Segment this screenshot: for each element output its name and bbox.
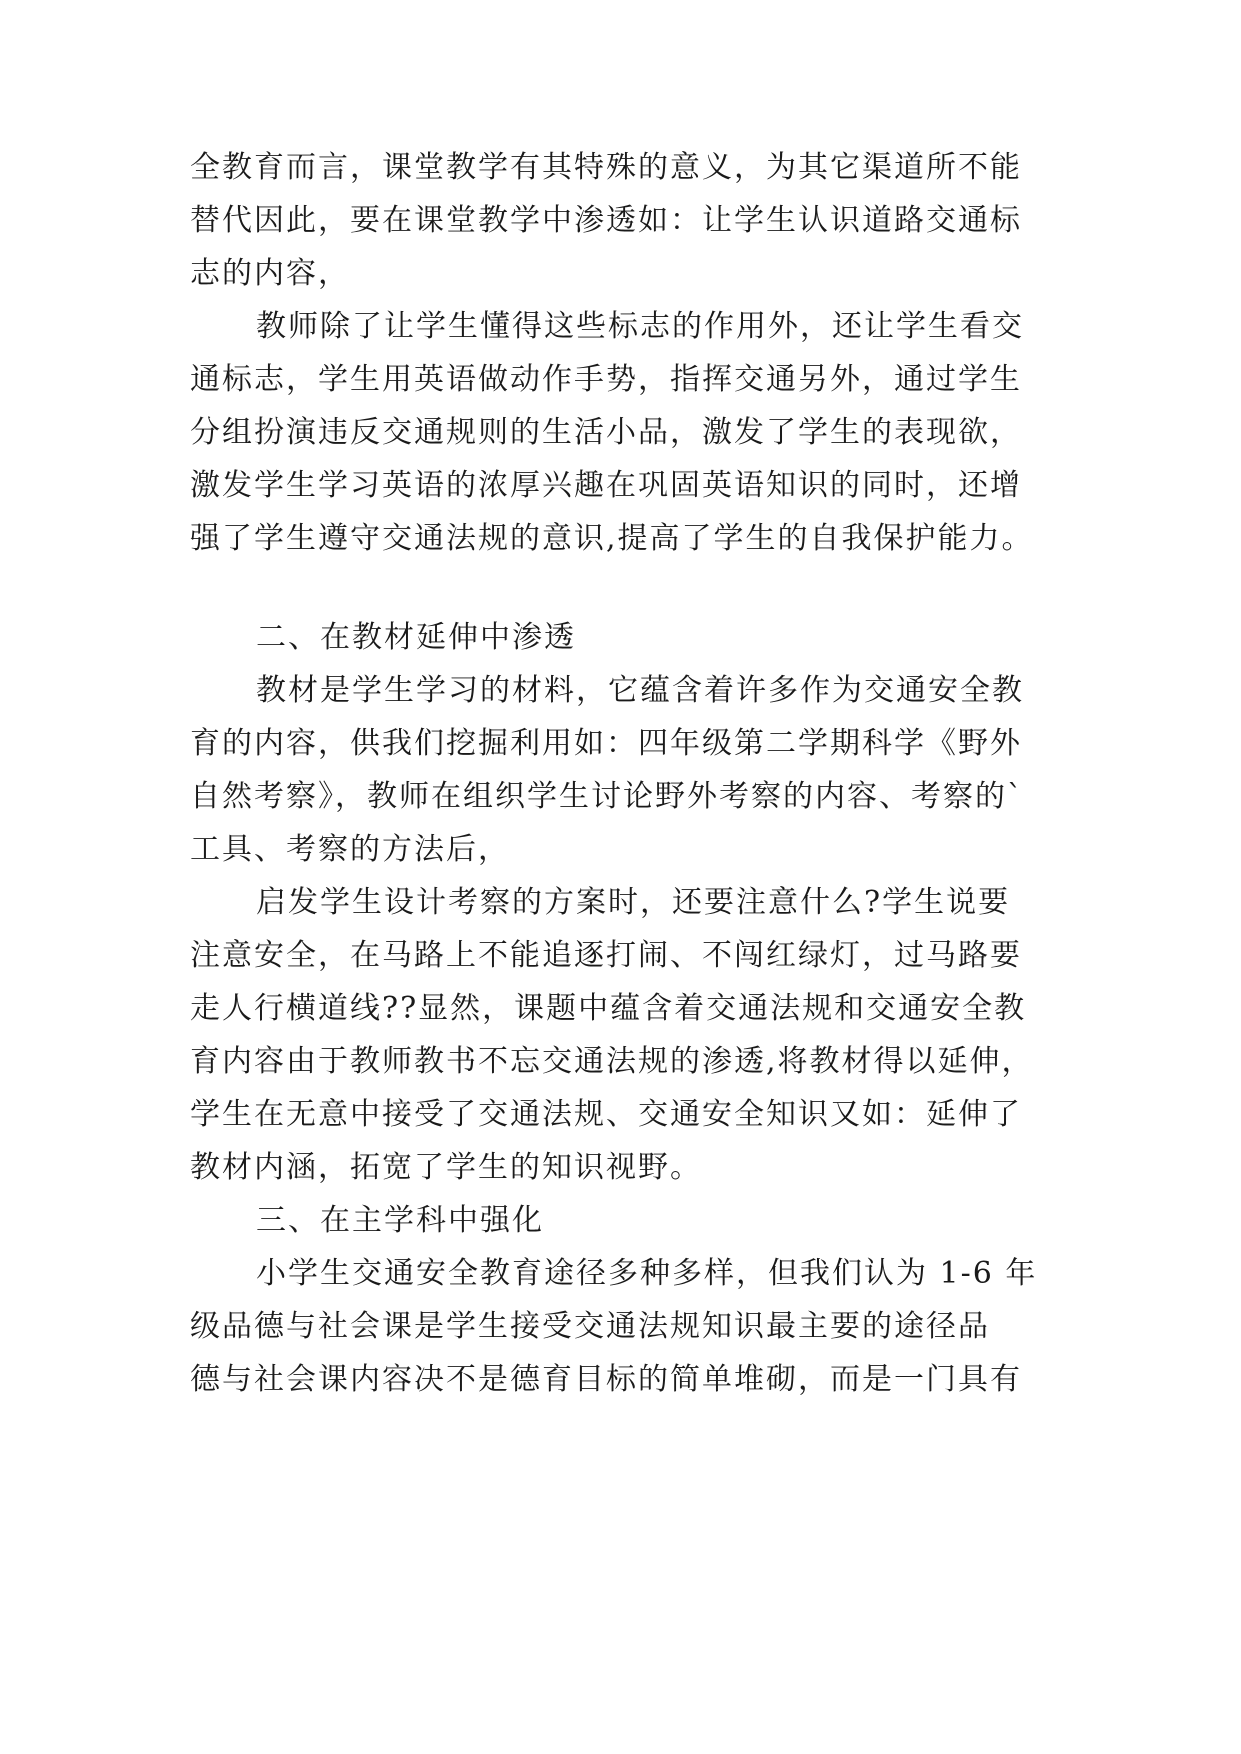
section-heading: 二、在教材延伸中渗透	[256, 620, 576, 655]
text-line: 走人行横道线??显然，课题中蕴含着交通法规和交通安全教	[190, 991, 1027, 1026]
text-line: 自然考察》，教师在组织学生讨论野外考察的内容、考察的`	[190, 779, 1024, 814]
text-line: 育的内容，供我们挖掘利用如：四年级第二学期科学《野外	[190, 726, 1022, 761]
text-line: 注意安全，在马路上不能追逐打闹、不闯红绿灯，过马路要	[190, 938, 1022, 973]
text-line: 通标志，学生用英语做动作手势，指挥交通另外，通过学生	[190, 362, 1022, 397]
text-line: 育内容由于教师教书不忘交通法规的渗透,将教材得以延伸，	[190, 1044, 1034, 1079]
text-line: 学生在无意中接受了交通法规、交通安全知识又如：延伸了	[190, 1097, 1022, 1132]
text-line: 工具、考察的方法后，	[190, 832, 510, 867]
section-heading: 三、在主学科中强化	[256, 1203, 544, 1238]
paragraph-start-line: 启发学生设计考察的方案时，还要注意什么?学生说要	[256, 885, 1011, 920]
text-line: 德与社会课内容决不是德育目标的简单堆砌，而是一门具有	[190, 1362, 1022, 1397]
paragraph-start-line: 小学生交通安全教育途径多种多样，但我们认为 1-6 年	[256, 1256, 1038, 1291]
text-line: 激发学生学习英语的浓厚兴趣在巩固英语知识的同时，还增	[190, 468, 1022, 503]
text-line: 教材内涵，拓宽了学生的知识视野。	[190, 1150, 702, 1185]
text-line: 分组扮演违反交通规则的生活小品，激发了学生的表现欲，	[190, 415, 1022, 450]
text-line: 全教育而言，课堂教学有其特殊的意义，为其它渠道所不能	[190, 150, 1022, 185]
paragraph-start-line: 教师除了让学生懂得这些标志的作用外，还让学生看交	[256, 309, 1024, 344]
text-line: 替代因此，要在课堂教学中渗透如：让学生认识道路交通标	[190, 203, 1022, 238]
text-line: 志的内容，	[190, 256, 350, 291]
paragraph-start-line: 教材是学生学习的材料，它蕴含着许多作为交通安全教	[256, 673, 1024, 708]
text-line: 级品德与社会课是学生接受交通法规知识最主要的途径品	[190, 1309, 990, 1344]
text-line: 强了学生遵守交通法规的意识,提高了学生的自我保护能力。	[190, 521, 1034, 556]
